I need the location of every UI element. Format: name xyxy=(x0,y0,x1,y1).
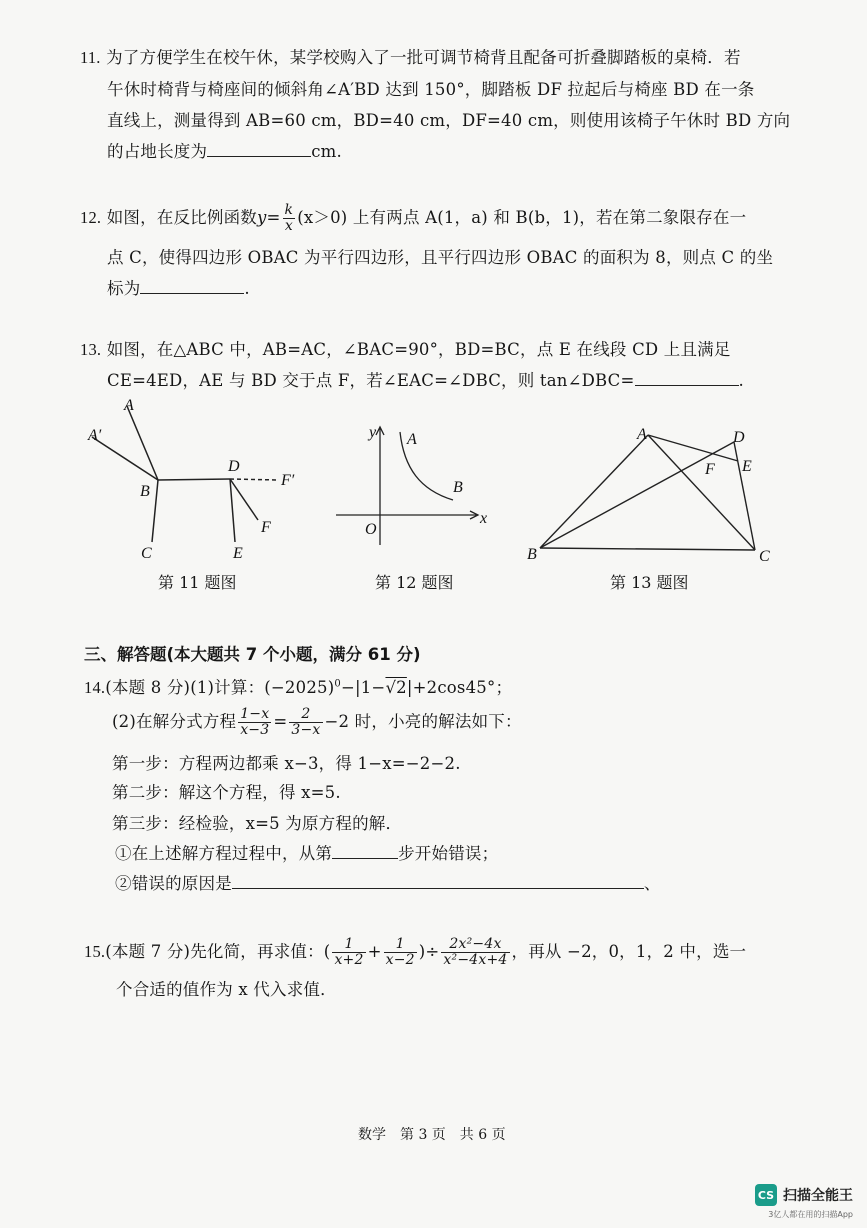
scanner-watermark xyxy=(755,1184,853,1206)
q12-fraction: $\frac{k}{x}$ xyxy=(284,202,294,234)
fig13-label-B: B xyxy=(527,546,537,563)
fig11-label-E: E xyxy=(233,545,243,562)
q14-line1: 14.(本题 8 分)(1)计算：$(-2025)^0-|1-√2|+2\cos 45^\circ$； xyxy=(84,678,513,697)
q15-fraction-1: $\frac{1}{x+2}$ xyxy=(334,936,364,968)
q11-line1: 11. 为了方便学生在校午休，某学校购入了一批可调节椅背且配备可折叠脚踏板的桌椅．若 xyxy=(80,48,741,67)
scanner-logo-icon: CS xyxy=(755,1184,777,1206)
fig11-label-F: F xyxy=(261,519,271,536)
fig11-caption: 第 11 题图 xyxy=(158,573,237,592)
fig12-caption: 第 12 题图 xyxy=(375,573,454,592)
fig13-label-F: F xyxy=(705,461,715,478)
q15-line1: 15.(本题 7 分)先化简，再求值：( $\frac{1}{x+2}$ + $\frac{1}{x-2}$ )÷ $\frac{\text{2x²−4x}}{\text{x²−4x+4}}$ ，再从 −2，0，1，2 中，选一 xyxy=(84,936,747,968)
q12-line2: 点 C，使得四边形 OBAC 为平行四边形，且平行四边形 OBAC 的面积为 8，则点 C 的坐 xyxy=(107,248,774,267)
fig12-label-O: O xyxy=(365,521,377,538)
fig13-label-E: E xyxy=(742,458,752,475)
q14-subquestion-1: ①在上述解方程过程中，从第 步开始错误； xyxy=(115,844,499,863)
scanner-app-name: 扫描全能王 xyxy=(783,1188,853,1204)
q11-line3: 直线上，测量得到 AB=60 cm，BD=40 cm，DF=40 cm，则使用该椅子午休时 BD 方向 xyxy=(107,111,791,130)
q14-fraction-left: $\frac{1-x}{x-3}$ xyxy=(240,706,270,738)
scanner-tagline: 3亿人都在用的扫描App xyxy=(768,1210,853,1219)
section-3-heading: 三、解答题(本大题共 7 个小题，满分 61 分) xyxy=(84,645,421,664)
q13-line1: 13. 如图，在△ABC 中，AB=AC，∠BAC=90°，BD=BC，点 E 在线段 CD 上且满足 xyxy=(80,340,731,359)
q15-fraction-2: $\frac{1}{x-2}$ xyxy=(385,936,415,968)
q14-step3: 第三步：经检验，x=5 为原方程的解． xyxy=(112,814,403,833)
q15-line2: 个合适的值作为 x 代入求值． xyxy=(116,980,337,999)
fig13-caption: 第 13 题图 xyxy=(610,573,689,592)
page-footer: 数学 第 3 页 共 6 页 xyxy=(358,1127,506,1143)
fig11-label-F-prime: F′ xyxy=(281,472,295,489)
q12-answer-blank[interactable] xyxy=(140,279,244,294)
q15-fraction-3: $\frac{\text{2x²−4x}}{\text{x²−4x+4}}$ xyxy=(443,936,508,968)
fig11-label-A: A xyxy=(124,397,134,414)
q14-line2: (2)在解分式方程 $\frac{1-x}{x-3}$ = $\frac{2}{3-x}$ −2 时，小亮的解法如下： xyxy=(112,706,522,738)
q13-answer-blank[interactable] xyxy=(635,371,739,386)
q14-subquestion-2: ②错误的原因是 、 xyxy=(115,874,661,893)
q12-line3: 标为 . xyxy=(107,279,250,298)
fig12-label-B: B xyxy=(453,479,463,496)
q14-step2: 第二步：解这个方程，得 x=5. xyxy=(112,783,341,802)
q11-line2: 午休时椅背与椅座间的倾斜角∠A′BD 达到 150°，脚踏板 DF 拉起后与椅座 BD 在一条 xyxy=(107,80,755,99)
fig11-label-A-prime: A′ xyxy=(88,427,102,444)
fig11-label-B: B xyxy=(140,483,150,500)
figure-11 xyxy=(80,392,320,567)
figure-12 xyxy=(330,420,495,548)
fig13-label-D: D xyxy=(733,429,745,446)
q12-line1: 12. 如图，在反比例函数y= $\frac{k}{x}$ (x＞0) 上有两点 A(1，a) 和 B(b，1)，若在第二象限存在一 xyxy=(80,202,747,234)
figure-13 xyxy=(520,420,785,568)
fig13-label-A: A xyxy=(637,426,647,443)
q14-step-blank[interactable] xyxy=(332,844,398,859)
fig12-label-A: A xyxy=(407,431,417,448)
q11-answer-blank[interactable] xyxy=(207,142,311,157)
fig11-label-C: C xyxy=(141,545,152,562)
q14-reason-blank[interactable] xyxy=(232,874,644,889)
fig13-label-C: C xyxy=(759,548,770,565)
q14-fraction-right: $\frac{2}{3-x}$ xyxy=(291,706,321,738)
q11-line4: 的占地长度为 cm. xyxy=(107,142,342,161)
q14-step1: 第一步：方程两边都乘 x−3，得 1−x=−2−2. xyxy=(112,754,461,773)
fig12-label-y: y xyxy=(369,424,377,441)
q13-line2: CE=4ED，AE 与 BD 交于点 F，若∠EAC=∠DBC，则 tan∠DBC= . xyxy=(107,371,744,390)
fig11-label-D: D xyxy=(228,458,240,475)
fig12-label-x: x xyxy=(480,510,488,527)
